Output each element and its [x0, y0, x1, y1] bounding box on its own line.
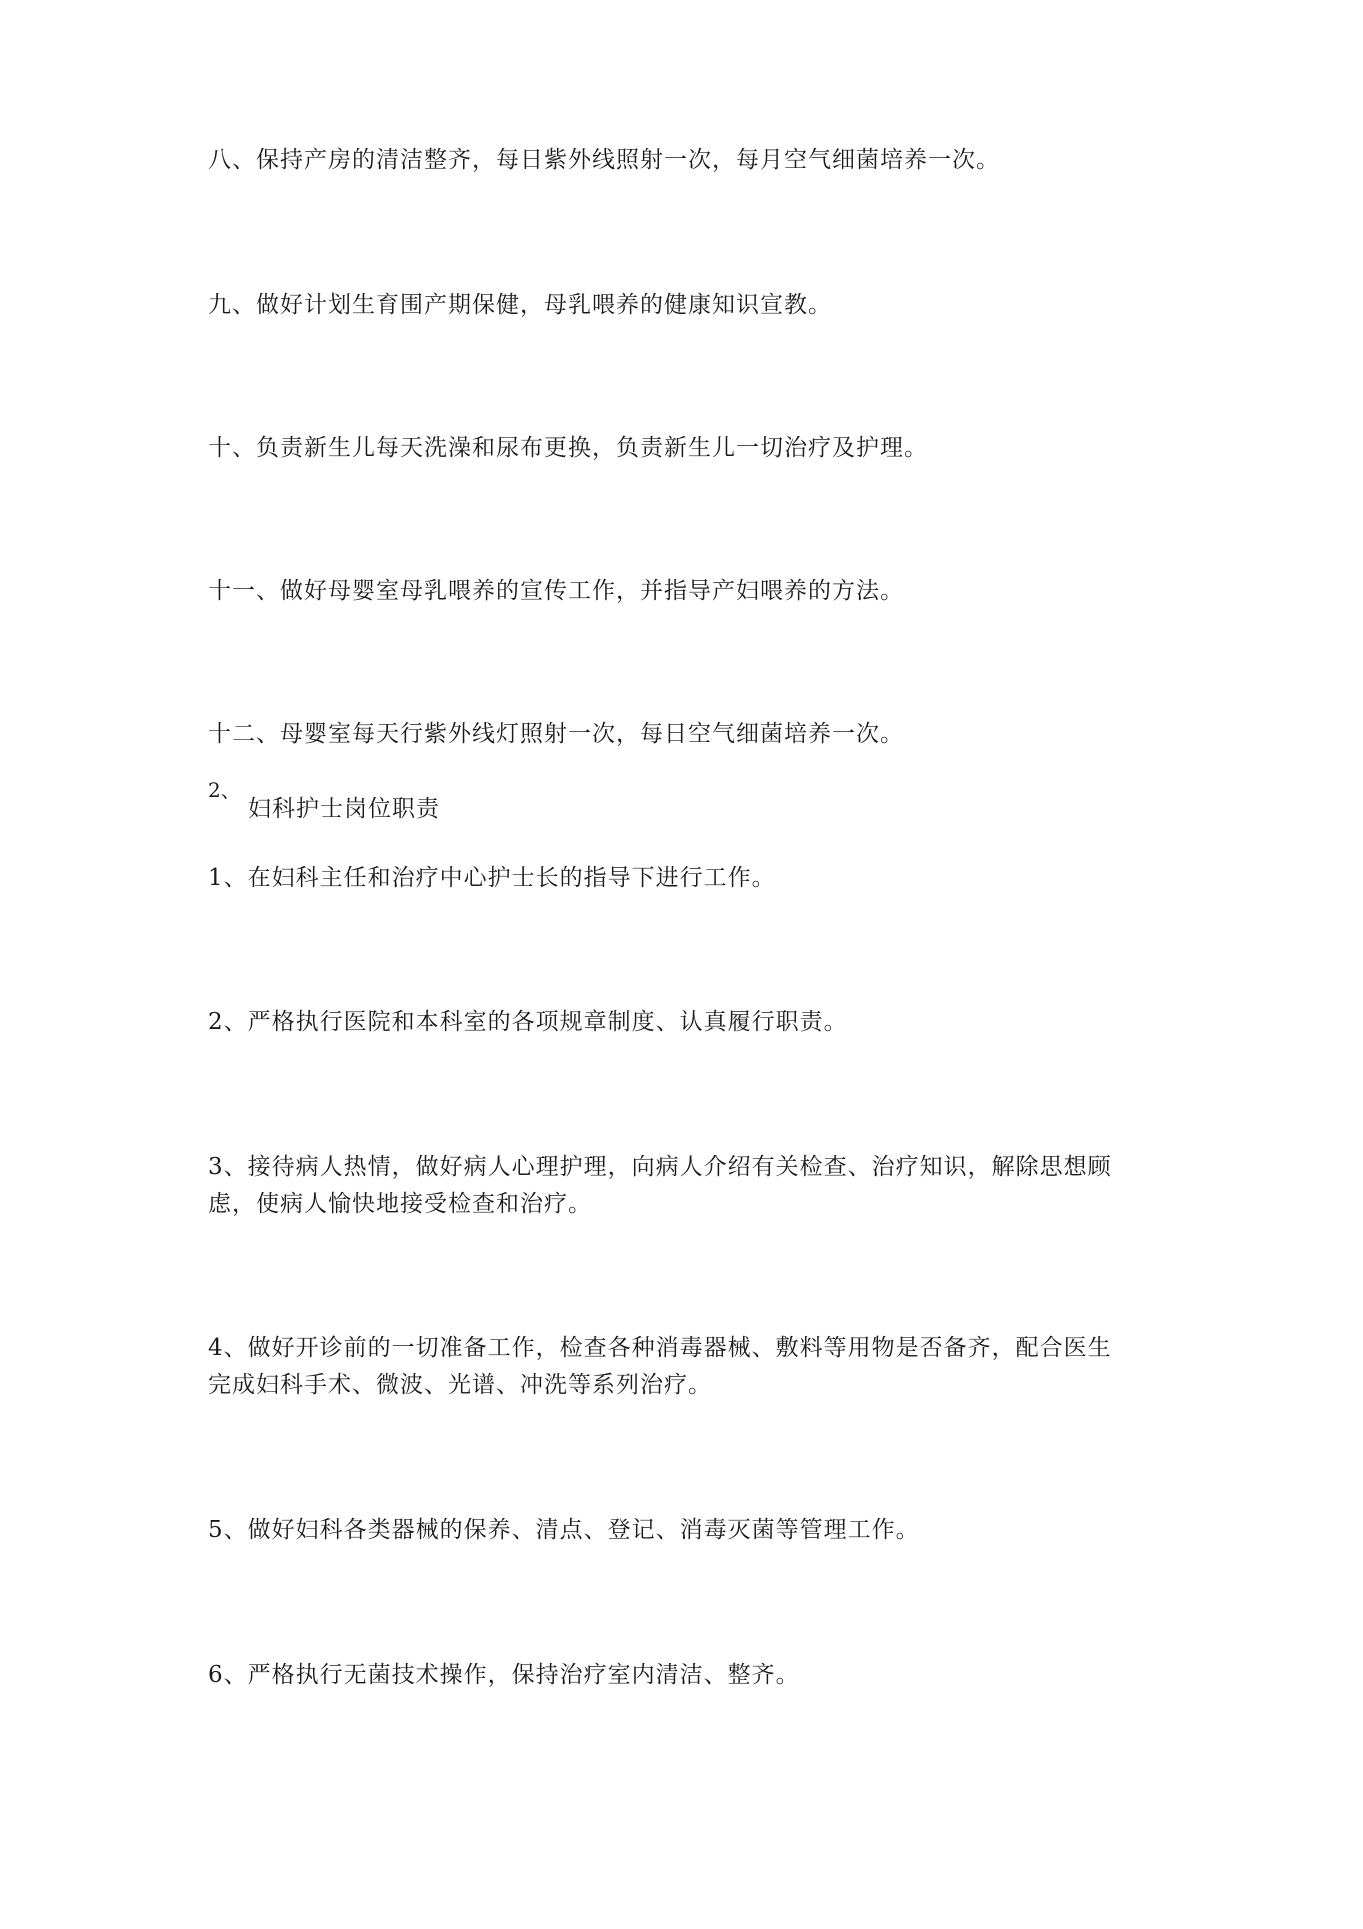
duty-item-9: 九、做好计划生育围产期保健，母乳喂养的健康知识宣教。	[208, 292, 832, 318]
gyn-duty-item-3-line-2: 虑，使病人愉快地接受检查和治疗。	[208, 1191, 592, 1217]
gyn-duty-item-4-line-1: 4、做好开诊前的一切准备工作，检查各种消毒器械、敷料等用物是否备齐，配合医生	[208, 1335, 1112, 1361]
gyn-duty-item-2: 2、严格执行医院和本科室的各项规章制度、认真履行职责。	[208, 1009, 848, 1035]
duty-item-8: 八、保持产房的清洁整齐，每日紫外线照射一次，每月空气细菌培养一次。	[208, 147, 1000, 173]
section-number: 2、	[208, 778, 241, 802]
duty-item-12: 十二、母婴室每天行紫外线灯照射一次，每日空气细菌培养一次。	[208, 721, 904, 747]
duty-item-11: 十一、做好母婴室母乳喂养的宣传工作，并指导产妇喂养的方法。	[208, 578, 904, 604]
gyn-duty-item-3-line-1: 3、接待病人热情，做好病人心理护理，向病人介绍有关检查、治疗知识，解除思想顾	[208, 1154, 1112, 1180]
duty-item-10: 十、负责新生儿每天洗澡和尿布更换，负责新生儿一切治疗及护理。	[208, 435, 928, 461]
gyn-duty-item-6: 6、严格执行无菌技术操作，保持治疗室内清洁、整齐。	[208, 1662, 800, 1688]
gyn-duty-item-5: 5、做好妇科各类器械的保养、清点、登记、消毒灭菌等管理工作。	[208, 1517, 920, 1543]
gyn-duty-item-4-line-2: 完成妇科手术、微波、光谱、冲洗等系列治疗。	[208, 1372, 712, 1398]
gyn-duty-item-1: 1、在妇科主任和治疗中心护士长的指导下进行工作。	[208, 865, 776, 891]
section-title: 妇科护士岗位职责	[248, 796, 440, 822]
